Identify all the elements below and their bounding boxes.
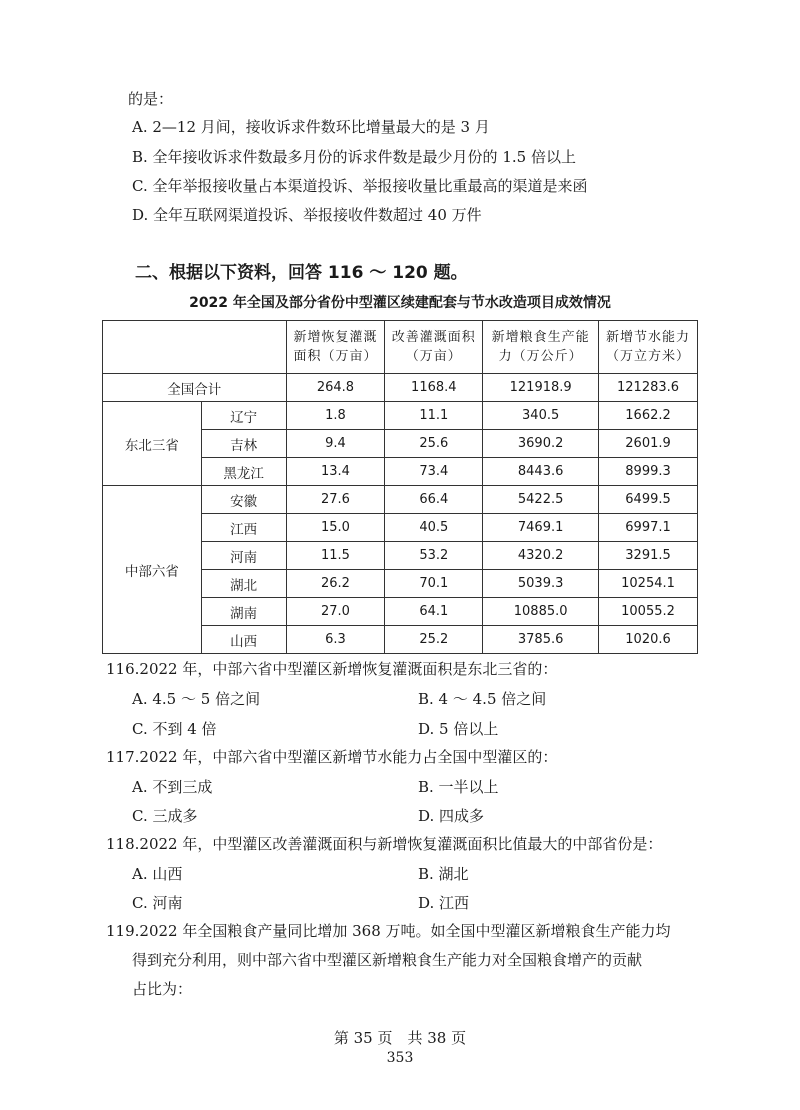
table-cell: 6997.1 [599, 514, 698, 542]
group-label-central: 中部六省 [103, 486, 202, 654]
question-117-stem: 117.2022 年，中部六省中型灌区新增节水能力占全国中型灌区的： [106, 748, 558, 766]
question-116-stem: 116.2022 年，中部六省中型灌区新增恢复灌溉面积是东北三省的： [106, 660, 558, 678]
question-116-option-d: D. 5 倍以上 [418, 720, 499, 738]
table-cell: 53.2 [385, 542, 483, 570]
question-116-option-c: C. 不到 4 倍 [132, 720, 217, 738]
question-117-option-a: A. 不到三成 [132, 778, 213, 796]
province-label: 山西 [201, 626, 286, 654]
table-cell: 1662.2 [599, 402, 698, 430]
table-row-total [103, 374, 698, 402]
total-label: 全国合计 [103, 374, 287, 402]
table-row [103, 402, 698, 430]
province-label: 辽宁 [201, 402, 286, 430]
prev-option-c: C. 全年举报接收量占本渠道投诉、举报接收量比重最高的渠道是来函 [132, 177, 588, 195]
table-cell: 73.4 [385, 458, 483, 486]
table-corner-cell [103, 321, 287, 374]
question-118-option-a: A. 山西 [132, 865, 183, 883]
table-cell: 25.6 [385, 430, 483, 458]
prev-option-a: A. 2—12 月间，接收诉求件数环比增量最大的是 3 月 [132, 118, 490, 136]
question-118-option-b: B. 湖北 [418, 865, 469, 883]
prev-question-tail: 的是： [128, 90, 174, 108]
table-cell: 40.5 [385, 514, 483, 542]
question-117-option-c: C. 三成多 [132, 807, 198, 825]
table-cell: 10055.2 [599, 598, 698, 626]
column-header: 新增恢复灌溉 面积（万亩） [286, 321, 385, 374]
table-cell: 5039.3 [483, 570, 599, 598]
province-label: 吉林 [201, 430, 286, 458]
table-cell: 8999.3 [599, 458, 698, 486]
question-116-option-a: A. 4.5 ～ 5 倍之间 [132, 690, 261, 708]
table-cell: 6.3 [286, 626, 385, 654]
table-cell: 8443.6 [483, 458, 599, 486]
table-cell: 1.8 [286, 402, 385, 430]
table-cell: 5422.5 [483, 486, 599, 514]
question-118-stem: 118.2022 年，中型灌区改善灌溉面积与新增恢复灌溉面积比值最大的中部省份是： [106, 835, 663, 853]
table-cell: 70.1 [385, 570, 483, 598]
table-cell: 1168.4 [385, 374, 483, 402]
table-cell: 64.1 [385, 598, 483, 626]
table-cell: 25.2 [385, 626, 483, 654]
section-heading: 二、根据以下资料，回答 116 ～ 120 题。 [135, 263, 468, 283]
province-label: 河南 [201, 542, 286, 570]
question-119-stem-line-1: 119.2022 年全国粮食产量同比增加 368 万吨。如全国中型灌区新增粮食生产能力均 [106, 922, 671, 940]
table-cell: 2601.9 [599, 430, 698, 458]
question-117-option-b: B. 一半以上 [418, 778, 499, 796]
table-cell: 10254.1 [599, 570, 698, 598]
column-header: 新增节水能力 （万立方米） [599, 321, 698, 374]
question-117-option-d: D. 四成多 [418, 807, 485, 825]
table-cell: 7469.1 [483, 514, 599, 542]
province-label: 江西 [201, 514, 286, 542]
province-label: 湖南 [201, 598, 286, 626]
table-cell: 3690.2 [483, 430, 599, 458]
table-cell: 66.4 [385, 486, 483, 514]
province-label: 安徽 [201, 486, 286, 514]
table-cell: 1020.6 [599, 626, 698, 654]
table-cell: 11.5 [286, 542, 385, 570]
column-header: 新增粮食生产能 力（万公斤） [483, 321, 599, 374]
table-cell: 121918.9 [483, 374, 599, 402]
page-number: 353 [386, 1050, 414, 1066]
table-cell: 4320.2 [483, 542, 599, 570]
table-cell: 13.4 [286, 458, 385, 486]
table-cell: 6499.5 [599, 486, 698, 514]
table-cell: 26.2 [286, 570, 385, 598]
table-title: 2022 年全国及部分省份中型灌区续建配套与节水改造项目成效情况 [189, 295, 611, 311]
table-cell: 121283.6 [599, 374, 698, 402]
page-label: 第 35 页 共 38 页 [333, 1029, 467, 1047]
data-table [102, 320, 698, 654]
question-116-option-b: B. 4 ～ 4.5 倍之间 [418, 690, 547, 708]
table-cell: 3291.5 [599, 542, 698, 570]
table-cell: 264.8 [286, 374, 385, 402]
table-cell: 340.5 [483, 402, 599, 430]
table-row [103, 486, 698, 514]
table-cell: 11.1 [385, 402, 483, 430]
question-118-option-d: D. 江西 [418, 894, 470, 912]
column-header: 改善灌溉面积 （万亩） [385, 321, 483, 374]
table-cell: 15.0 [286, 514, 385, 542]
table-cell: 10885.0 [483, 598, 599, 626]
question-118-option-c: C. 河南 [132, 894, 183, 912]
table-cell: 3785.6 [483, 626, 599, 654]
province-label: 湖北 [201, 570, 286, 598]
table-header-row [103, 321, 698, 374]
table-cell: 9.4 [286, 430, 385, 458]
prev-option-d: D. 全年互联网渠道投诉、举报接收件数超过 40 万件 [132, 206, 482, 224]
question-119-stem-line-3: 占比为： [132, 980, 193, 998]
question-119-stem-line-2: 得到充分利用，则中部六省中型灌区新增粮食生产能力对全国粮食增产的贡献 [132, 951, 643, 969]
table-cell: 27.0 [286, 598, 385, 626]
prev-option-b: B. 全年接收诉求件数最多月份的诉求件数是最少月份的 1.5 倍以上 [132, 148, 576, 166]
table-cell: 27.6 [286, 486, 385, 514]
province-label: 黑龙江 [201, 458, 286, 486]
group-label-northeast: 东北三省 [103, 402, 202, 486]
